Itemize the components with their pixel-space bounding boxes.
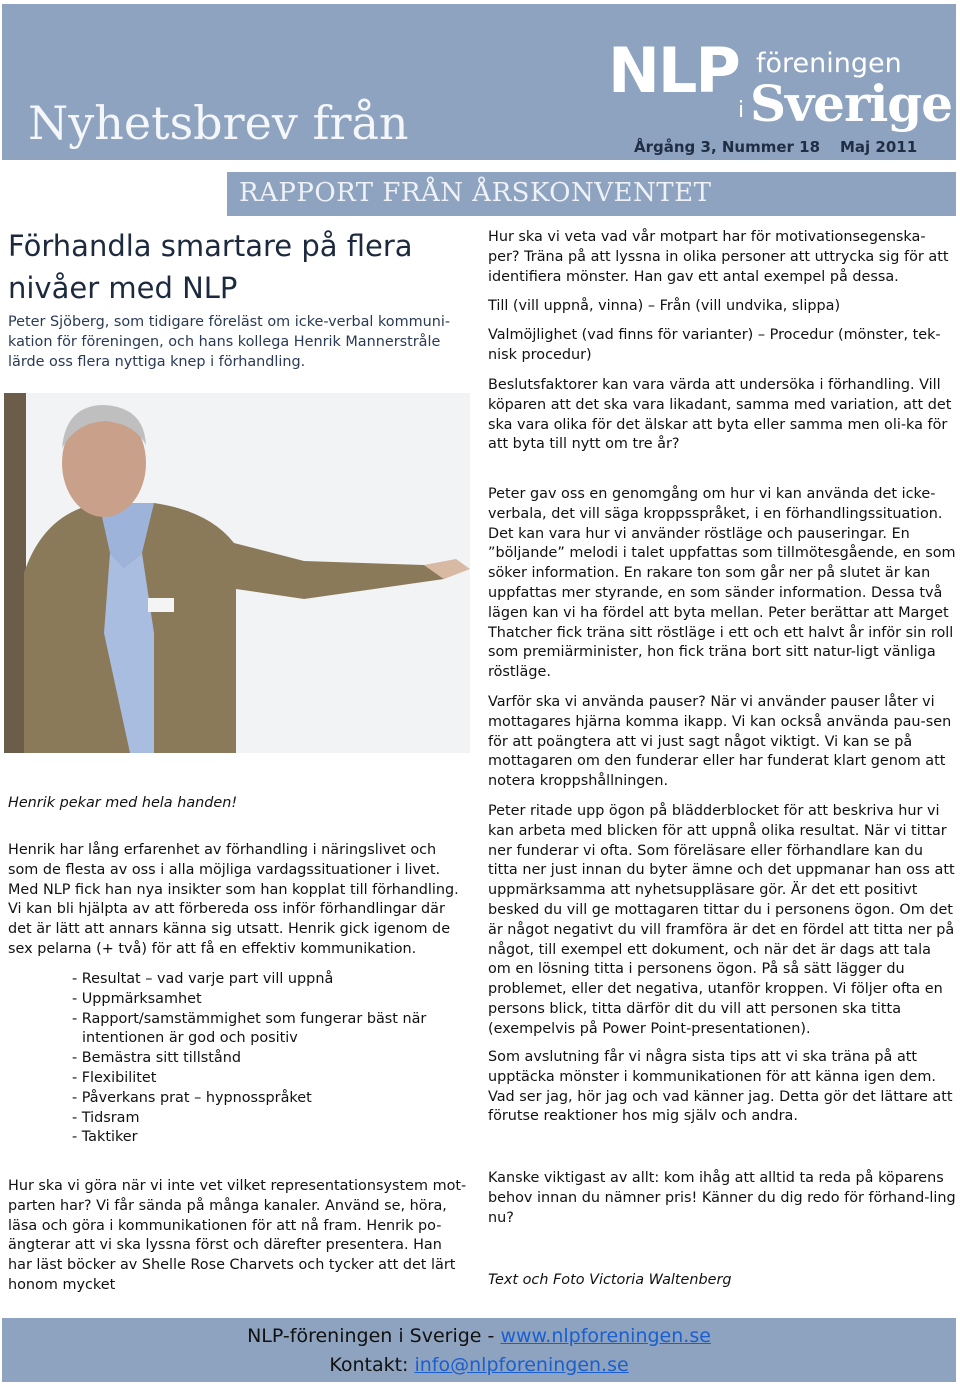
list-item: - Påverkans prat – hypnosspråket [72, 1089, 312, 1106]
email-link[interactable]: info@nlpforeningen.se [414, 1354, 629, 1376]
logo-nlp-text: NLP [608, 34, 739, 107]
footer-line-1 [2, 1325, 956, 1347]
list-item: - Taktiker [72, 1129, 138, 1146]
masthead [2, 4, 956, 160]
photo-credit: Text och Foto Victoria Waltenberg [488, 1272, 732, 1288]
list-item: - Rapport/samstämmighet som fungerar bäst när intentionen är god och positiv [72, 1010, 427, 1047]
left-paragraph-2: Hur ska vi göra när vi inte vet vilket representationsystem mot-parten har? Vi får sända på många kanaler. Använd se, höra, läsa och göra i kommunikationen för att nå fram. Henrik po-ängterar att vi ska lyssna först och därefter presentera. Han har läst böcker av Shelle Rose Charvets och tycker att det lärt honom mycket [8, 1178, 467, 1293]
nlp-logo [608, 34, 953, 134]
list-item: - Uppmärksamhet [72, 990, 202, 1007]
list-item: - Flexibilitet [72, 1069, 157, 1086]
right-paragraph-1: Hur ska vi veta vad vår motpart har för motivationsegenska-per? Träna på att lyssna in olika personer att uttrycka sig för att identifiera mönster. Han gav ett antal exempel på dessa. [488, 229, 949, 285]
pillars-list [72, 970, 462, 1148]
right-paragraph-9: Kanske viktigast av allt: kom ihåg att alltid ta reda på köparens behov innan du nämner pris! Känner du dig redo för förhand-ling nu? [488, 1170, 956, 1226]
footer-org-text: NLP-föreningen i Sverige - [247, 1325, 501, 1347]
right-paragraph-2: Till (vill uppnå, vinna) – Från (vill undvika, slippa) [488, 298, 841, 314]
article-headline: Förhandla smartare på flera nivåer med NLP [8, 229, 413, 305]
issue-number: Årgång 3, Nummer 18 [634, 138, 821, 156]
right-paragraph-6: Varför ska vi använda pauser? När vi använder pauser låter vi mottagares hjärna komma ikapp. Vi kan också använda pau-sen för att poängtera att vi just sagt något viktigt. Vi kan se på mottagaren om den funderar eller har funderat klart genom att notera kroppshållningen. [488, 694, 952, 790]
right-paragraph-8: Som avslutning får vi några sista tips att vi ska träna på att upptäcka mönster i kommunikationen för att känna igen dem. Vad ser jag, hör jag och vad känner jag. Detta gör det lättare att förutse reaktioner hos mig själv och andra. [488, 1049, 953, 1125]
left-paragraph-1: Henrik har lång erfarenhet av förhandling i näringslivet och som de flesta av oss i alla möjliga vardagssituationer i livet. Med NLP fick han nya insikter som han kopplat till förhandling. Vi kan bli hjälpta av att förbereda oss inför förhandlingar där det är lätt att annars känna sig utsatt. Henrik gick igenom de sex pelarna (+ två) för att få en effektiv kommunikation. [8, 842, 459, 957]
right-paragraph-3: Valmöjlighet (vad finns för varianter) – Procedur (mönster, tek-nisk procedur) [488, 327, 941, 363]
footer-line-2 [2, 1354, 956, 1376]
right-paragraph-7: Peter ritade upp ögon på blädderblocket för att beskriva hur vi kan arbeta med blicken för att uppnå olika resultat. När vi tittar ner funderar vi ofta. Som föreläsare eller förhandlare kan du titta ner just innan du byter ämne och det uppmanar han oss att uppmärksamma att nyhetsuppläsare gör. Är det ett positivt besked du vill ge mottagaren tittar du i personens ögon. Om det är något negativt du vill framföra är det en fördel att titta ner på något, till exempel ett dokument, och när det är dags att tala om en lösning titta i personens ögon. På så sätt lägger du problemet, eller det negativa, utanför kroppen. Vi följer ofta en persons blick, titta därför dit du vill att personen ska titta (exempelvis på Power Point-presentationen). [488, 803, 955, 1037]
right-paragraph-5: Peter gav oss en genomgång om hur vi kan använda det icke-verbala, det vill säga kroppsspråket, i en förhandlingssituation. Det kan vara hur vi använder röstläge och pauseringar. En ”böljande” melodi i talet uppfattas som tillmötesgående, en som söker information. En rakare ton som går ner på slutet är kan uppfattas mer styrande, en som sänder information. Dessa två lägen kan vi ha fördel att byta mellan. Peter berättar att Marget Thatcher fick träna sitt röstläge i ett och ett halvt år inför sin roll som premiärminister, hon fick träna bort sitt natur-ligt vänliga röstläge. [488, 486, 956, 681]
speaker-photo [4, 393, 470, 753]
logo-foreningen-text: föreningen [756, 48, 902, 79]
footer-contact-label: Kontakt: [329, 1354, 415, 1376]
right-paragraph-4: Beslutsfaktorer kan vara värda att undersöka i förhandling. Vill köparen att det ska vara likadant, samma med variation, att det ska vara olika för det älskar att byta eller samma men oli-ka för att byta till nytt om tre år? [488, 377, 952, 453]
list-item: - Resultat – vad varje part vill uppnå [72, 971, 334, 987]
website-link[interactable]: www.nlpforeningen.se [500, 1325, 711, 1347]
list-item: - Bemästra sitt tillstånd [72, 1050, 241, 1067]
logo-sverige-text: Sverige [750, 74, 953, 133]
article-intro: Peter Sjöberg, som tidigare föreläst om icke-verbal kommuni-kation för föreningen, och hans kollega Henrik Mannerstråle lärde oss flera nyttiga knep i förhandling. [8, 314, 451, 370]
section-banner [227, 172, 956, 216]
logo-i-text: i [738, 98, 745, 123]
footer-bar [2, 1318, 956, 1382]
issue-month: Maj 2011 [840, 138, 918, 156]
list-item: - Tidsram [72, 1109, 140, 1126]
newsletter-title: Nyhetsbrev från [28, 96, 409, 150]
section-banner-title: RAPPORT FRÅN ÅRSKONVENTET [239, 178, 712, 208]
photo-caption: Henrik pekar med hela handen! [8, 795, 238, 811]
speaker-photo-illustration [4, 393, 470, 753]
